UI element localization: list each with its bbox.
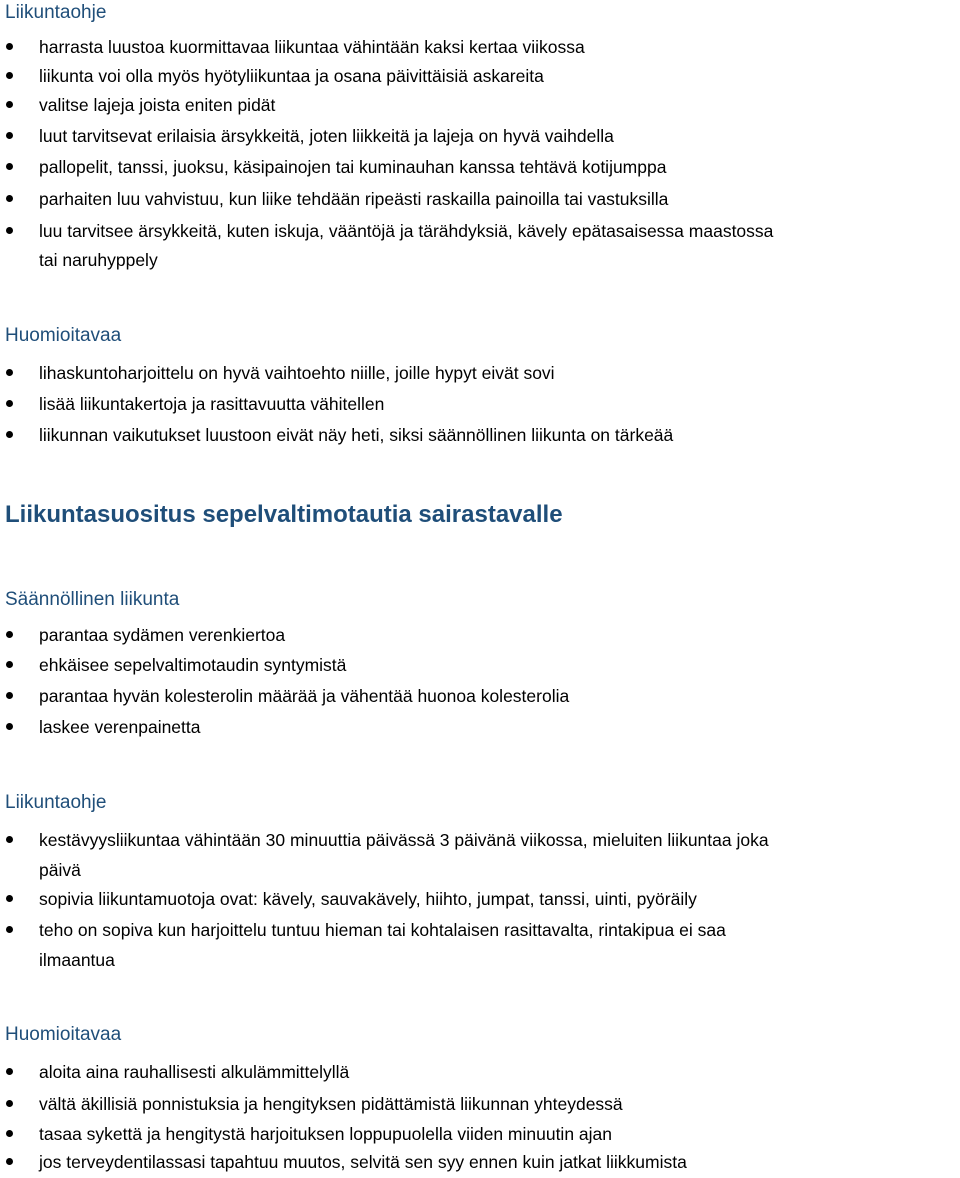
list-item-text: aloita aina rauhallisesti alkulämmittelyllä [39,1062,350,1082]
section-heading-saannollinen-liikunta: Säännöllinen liikunta [5,589,180,610]
list-item-text: ehkäisee sepelvaltimotaudin syntymistä [39,655,347,675]
bullet-icon [6,692,13,699]
list-item-text: ilmaantua [39,950,115,970]
list-item-text: jos terveydentilassasi tapahtuu muutos, selvitä sen syy ennen kuin jatkat liikkumista [39,1152,687,1172]
bullet-icon [6,72,13,79]
bullet-icon [6,43,13,50]
list-item-text: parantaa sydämen verenkiertoa [39,625,286,645]
bullet-icon [6,369,13,376]
list-item-text: pallopelit, tanssi, juoksu, käsipainojen tai kuminauhan kanssa tehtävä kotijumppa [39,157,667,177]
list-item-text: vältä äkillisiä ponnistuksia ja hengityksen pidättämistä liikunnan yhteydessä [39,1094,623,1114]
bullet-icon [6,1130,13,1137]
bullet-icon [6,1158,13,1165]
bullet-icon [6,1068,13,1075]
list-item-text: parantaa hyvän kolesterolin määrää ja vähentää huonoa kolesterolia [39,686,570,706]
section-heading-huomioitavaa-2: Huomioitavaa [5,1024,122,1045]
list-item-text: lihaskuntoharjoittelu on hyvä vaihtoehto niille, joille hypyt eivät sovi [39,363,555,383]
bullet-icon [6,227,13,234]
bullet-icon [6,400,13,407]
section-heading-liikuntaohje-2: Liikuntaohje [5,792,107,813]
bullet-icon [6,132,13,139]
list-item-text: liikunnan vaikutukset luustoon eivät näy heti, siksi säännöllinen liikunta on tärkeää [39,425,674,445]
list-item-text: tai naruhyppely [39,250,158,270]
bullet-icon [6,836,13,843]
list-item-text: päivä [39,860,81,880]
list-item-text: kestävyysliikuntaa vähintään 30 minuuttia päivässä 3 päivänä viikossa, mieluiten liikuntaa joka [39,830,769,850]
list-item-text: teho on sopiva kun harjoittelu tuntuu hieman tai kohtalaisen rasittavalta, rintakipua ei saa [39,920,726,940]
main-title: Liikuntasuositus sepelvaltimotautia sairastavalle [5,501,563,528]
bullet-icon [6,1100,13,1107]
list-item-text: luu tarvitsee ärsykkeitä, kuten iskuja, vääntöjä ja tärähdyksiä, kävely epätasaisessa maastossa [39,221,774,241]
bullet-icon [6,895,13,902]
bullet-icon [6,723,13,730]
bullet-icon [6,431,13,438]
bullet-icon [6,926,13,933]
list-item-text: valitse lajeja joista eniten pidät [39,95,276,115]
bullet-icon [6,195,13,202]
list-item-text: luut tarvitsevat erilaisia ärsykkeitä, joten liikkeitä ja lajeja on hyvä vaihdella [39,126,614,146]
list-item-text: parhaiten luu vahvistuu, kun liike tehdään ripeästi raskailla painoilla tai vastuksilla [39,189,669,209]
bullet-icon [6,661,13,668]
list-item-text: lisää liikuntakertoja ja rasittavuutta vähitellen [39,394,385,414]
bullet-icon [6,631,13,638]
list-item-text: harrasta luustoa kuormittavaa liikuntaa vähintään kaksi kertaa viikossa [39,37,585,57]
section-heading-liikuntaohje: Liikuntaohje [5,2,107,23]
section-heading-huomioitavaa: Huomioitavaa [5,325,122,346]
bullet-icon [6,163,13,170]
list-item-text: sopivia liikuntamuotoja ovat: kävely, sauvakävely, hiihto, jumpat, tanssi, uinti, pyöräily [39,889,697,909]
list-item-text: tasaa sykettä ja hengitystä harjoituksen loppupuolella viiden minuutin ajan [39,1124,613,1144]
list-item-text: liikunta voi olla myös hyötyliikuntaa ja osana päivittäisiä askareita [39,66,544,86]
bullet-icon [6,101,13,108]
list-item-text: laskee verenpainetta [39,717,201,737]
